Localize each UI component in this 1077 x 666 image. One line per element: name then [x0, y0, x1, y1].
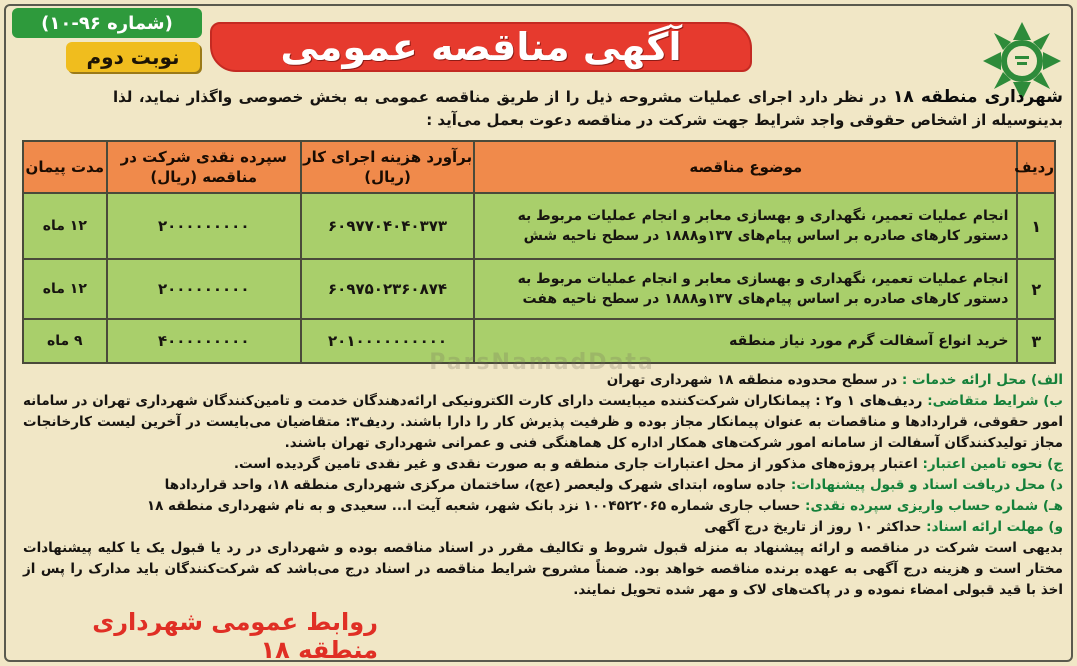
col-header-row: ردیف	[1017, 141, 1055, 193]
col-header-deposit: سپرده نقدی شرکت در مناقصه (ریال)	[107, 141, 301, 193]
cell-duration: ۱۲ ماه	[23, 259, 107, 319]
cell-deposit: ۲۰۰۰۰۰۰۰۰۰	[107, 259, 301, 319]
cell-subject: خرید انواع آسفالت گرم مورد نیاز منطقه	[474, 319, 1017, 363]
watermark-text: ParsNamadData	[429, 350, 655, 375]
condition-b-text2: متقاضیان می‌بایست در آخرین لیست کارخانجات مجاز تولیدکنندگان آسفالت از سامانه امور شرکت‌های همکار اداره کل هماهنگی فنی و عمرانی شهرداری تهران باشند.	[23, 414, 1063, 451]
footer-signature: روابط عمومی شهرداری منطقه ۱۸	[92, 608, 378, 664]
cell-row: ۳	[1017, 319, 1055, 363]
condition-d-label: د) محل دریافت اسناد و قبول پیشنهادات:	[790, 477, 1063, 493]
cell-estimate: ۶۰۹۷۷۰۴۰۴۰۳۷۳	[301, 193, 474, 259]
page-title: آگهی مناقصه عمومی	[280, 25, 682, 69]
condition-a	[23, 370, 1063, 391]
title-banner	[210, 22, 752, 72]
cell-subject: انجام عملیات تعمیر، نگهداری و بهسازی معابر و انجام عملیات مربوط به دستور کارهای صادره بر اساس پیام‌های ۱۳۷و۱۸۸۸ در سطح ناحیه هفت	[474, 259, 1017, 319]
intro-text: در نظر دارد اجرای عملیات مشروحه ذیل را از طریق مناقصه عمومی به بخش خصوصی واگذار نماید، لذا بدینوسیله از اشخاص حقوقی واجد شرایط جهت شرکت در مناقصه دعوت بعمل می‌آید :	[113, 88, 1063, 129]
condition-f-label: و) مهلت ارائه اسناد:	[926, 519, 1063, 535]
org-name: شهرداری منطقه ۱۸	[893, 87, 1064, 107]
cell-subject: انجام عملیات تعمیر، نگهداری و بهسازی معابر و انجام عملیات مربوط به دستور کارهای صادره بر اساس پیام‌های ۱۳۷و۱۸۸۸ در سطح ناحیه شش	[474, 193, 1017, 259]
condition-b-rows12: ردیف‌های ۱ و۲ :	[815, 393, 928, 409]
condition-b-text1: پیمانکاران شرکت‌کننده میبایست دارای کارت الکترونیکی ارائه‌دهندگان خدمت و تامین‌کنندگان شهرداری تهران در سامانه امور حقوقی، قراردادها و مناقصات به عنوان پیمانکار مجاز بوده و ظرفیت پذیرش کار را دارا باشند.	[23, 393, 1063, 430]
round-tag: نوبت دوم	[66, 42, 200, 72]
cell-estimate: ۲۰۱۰۰۰۰۰۰۰۰۰۰	[301, 319, 474, 363]
condition-d	[23, 475, 1063, 496]
condition-a-text: در سطح محدوده منطقه ۱۸ شهرداری تهران	[606, 372, 902, 388]
intro-paragraph	[113, 86, 1063, 132]
table-row	[23, 259, 1055, 319]
condition-b-row3: ردیف۳:	[345, 414, 401, 430]
condition-d-text: جاده ساوه، ابتدای شهرک ولیعصر (عج)، ساختمان مرکزی شهرداری منطقه ۱۸، واحد قراردادها	[164, 477, 791, 493]
closing-paragraph: بدیهی است شرکت در مناقصه و ارائه پیشنهاد به منزله قبول شروط و تکالیف مقرر در اسناد مناقصه بوده و شهرداری در رد یا قبول یک یا کلیه پیشنهادات مختار است و هزینه درج آگهی به عهده برنده مناقصه خواهد بود. ضمناً مشروح شرایط مناقصه در اسناد درج می‌باشد که شرکت‌کنندگان باید مدارک را پس از اخذ با قید قبولی امضاء نموده و در پاکت‌های لاک و مهر شده تحویل نمایند.	[23, 540, 1063, 598]
col-header-estimate: برآورد هزینه اجرای کار (ریال)	[301, 141, 474, 193]
cell-row: ۲	[1017, 259, 1055, 319]
cell-row: ۱	[1017, 193, 1055, 259]
condition-f-text: حداکثر ۱۰ روز از تاریخ درج آگهی	[704, 519, 927, 535]
cell-deposit: ۲۰۰۰۰۰۰۰۰۰	[107, 193, 301, 259]
condition-c-label: ج) نحوه تامین اعتبار:	[922, 456, 1063, 472]
condition-e	[23, 496, 1063, 517]
col-header-duration: مدت پیمان	[23, 141, 107, 193]
col-header-subject: موضوع مناقصه	[474, 141, 1017, 193]
condition-b	[23, 391, 1063, 454]
conditions-section	[23, 370, 1063, 601]
table-header-row	[23, 141, 1055, 193]
condition-a-label: الف) محل ارائه خدمات :	[901, 372, 1063, 388]
table-row	[23, 193, 1055, 259]
condition-e-label: هـ) شماره حساب واریزی سپرده نقدی:	[805, 498, 1063, 514]
cell-duration: ۹ ماه	[23, 319, 107, 363]
condition-b-label: ب) شرایط متقاضی:	[927, 393, 1063, 409]
cell-duration: ۱۲ ماه	[23, 193, 107, 259]
condition-c	[23, 454, 1063, 475]
cell-deposit: ۴۰۰۰۰۰۰۰۰۰	[107, 319, 301, 363]
cell-estimate: ۶۰۹۷۵۰۲۳۶۰۸۷۴	[301, 259, 474, 319]
condition-f	[23, 517, 1063, 538]
condition-c-text: اعتبار پروژه‌های مذکور از محل اعتبارات جاری منطقه و به صورت نقدی و غیر نقدی تامین گردیده است.	[233, 456, 923, 472]
tender-table	[22, 140, 1056, 364]
issue-number-tag: (شماره ۹۶-۱۰)	[12, 8, 202, 38]
condition-e-text: حساب جاری شماره ۱۰۰۴۵۲۲۰۶۵ نزد بانک شهر، شعبه آیت ا... سعیدی و به نام شهرداری منطقه ۱۸	[146, 498, 806, 514]
